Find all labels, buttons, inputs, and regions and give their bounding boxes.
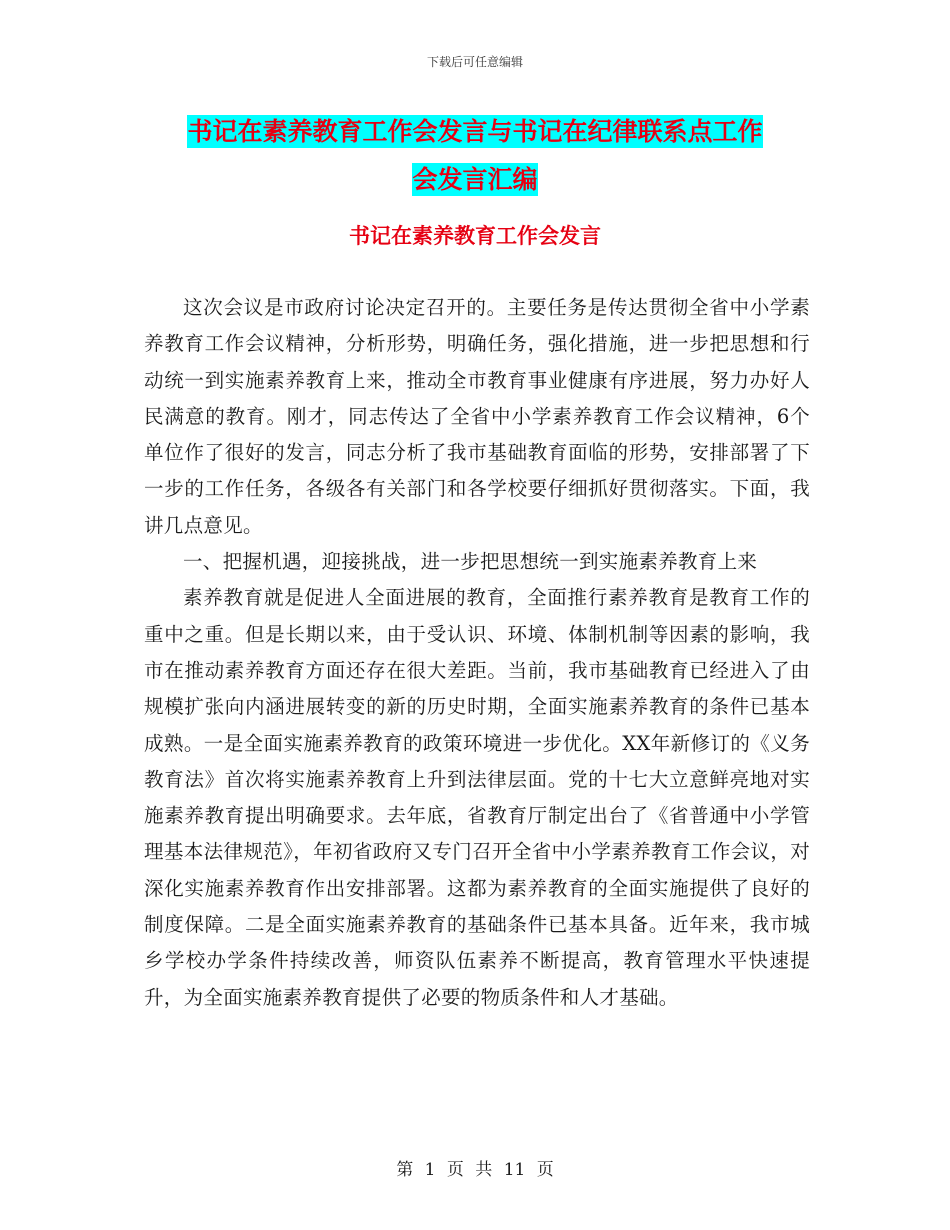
page-number: 第 1 页 共 11 页 — [396, 1160, 554, 1180]
paragraph-heading: 一、把握机遇，迎接挑战，进一步把思想统一到实施素养教育上来 — [183, 550, 758, 574]
section-title: 书记在素养教育工作会发言 — [349, 224, 601, 248]
paragraph: 这次会议是市政府讨论决定召开的。主要任务是传达贯彻全省中小学素养教育工作会议精神，分析形势，明确任务，强化措施，进一步把思想和行动统一到实施素养教育上来，推动全市教育事业健康有序进展，努力办好人民满意的教育。刚才，同志传达了全省中小学素养教育工作会议精神，6个单位作了很好的发言，同志分析了我市基础教育面临的形势，安排部署了下一步的工作任务，各级各有关部门和各学校要仔细抓好贯彻落实。下面，我讲几点意见。 — [144, 296, 810, 537]
title-line-2: 会发言汇编 — [412, 165, 538, 194]
paragraph: 素养教育就是促进人全面进展的教育，全面推行素养教育是教育工作的重中之重。但是长期以来，由于受认识、环境、体制机制等因素的影响，我市在推动素养教育方面还存在很大差距。当前，我市基础教育已经进入了由规模扩张向内涵进展转变的新的历史时期，全面实施素养教育的条件已基本成熟。一是全面实施素养教育的政策环境进一步优化。XX年新修订的《义务教育法》首次将实施素养教育上升到法律层面。党的十七大立意鲜亮地对实施素养教育提出明确要求。去年底，省教育厅制定出台了《省普通中小学管理基本法律规范》，年初省政府又专门召开全省中小学素养教育工作会议，对深化实施素养教育作出安排部署。这都为素养教育的全面实施提供了良好的制度保障。二是全面实施素养教育的基础条件已基本具备。近年来，我市城乡学校办学条件持续改善，师资队伍素养不断提高，教育管理水平快速提升，为全面实施素养教育提供了必要的物质条件和人才基础。 — [144, 586, 810, 1009]
header-note: 下载后可任意编辑 — [426, 55, 523, 69]
document-title — [150, 108, 800, 204]
title-line-1: 书记在素养教育工作会发言与书记在纪律联系点工作 — [187, 117, 763, 146]
document-body — [144, 290, 810, 1016]
